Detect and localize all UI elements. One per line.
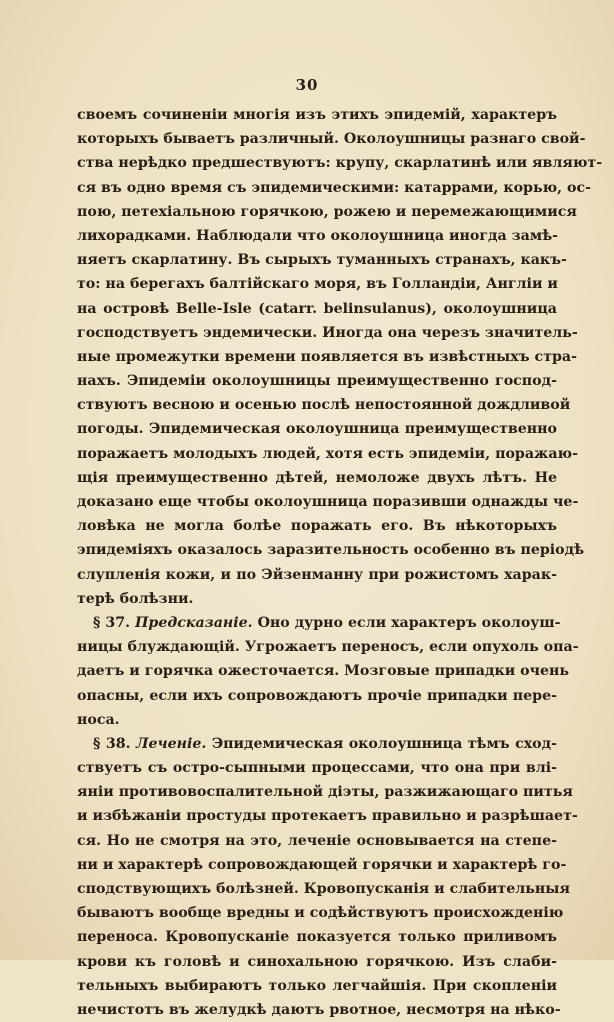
text-line: даетъ и горячка ожесточается. Мозговые припадки очень (77, 663, 570, 680)
section-title: Предсказаніе. (135, 614, 253, 631)
text-line: крови къ головѣ и синохальною горячкою. Изъ слаби- (77, 953, 557, 970)
body-text (77, 103, 603, 1022)
section-title: Леченіе. (135, 735, 207, 752)
text-line: ся въ одно время съ эпидемическими: катаррами, корью, ос- (77, 179, 592, 196)
section-number: § 37. (93, 614, 131, 631)
text-line: и избѣжаніи простуды протекаетъ правильно и разрѣшает- (77, 808, 578, 825)
text-line: нахъ. Эпидеміи околоушницы преимущественно господ- (77, 373, 557, 390)
text-line: сподствующихъ болѣзней. Кровопусканія и слабительныя (77, 881, 570, 897)
text-line: ни и характерѣ сопровождающей горячки и характерѣ го- (77, 856, 567, 873)
text-line: ства нерѣдко предшествуютъ: крупу, скарлатинѣ или являют- (77, 155, 603, 172)
text-line: поражаетъ молодыхъ людей, хотя есть эпидеміи, поражаю- (77, 445, 578, 462)
text-line: щія преимущественно дѣтей, немоложе двухъ лѣтъ. Не (77, 469, 557, 486)
section-lead-text: Оно дурно если характеръ околоуш- (257, 614, 561, 631)
text-line: тельныхъ выбираютъ только легчайшія. При скопленіи (77, 977, 557, 994)
text-line: ствуетъ съ остро-сыпными процессами, что она при влі- (77, 760, 557, 777)
text-line: доказано еще чтобы околоушница поразивши однажды че- (77, 494, 579, 510)
text-line: яніи противовоспалительной діэты, разжижающаго питья (77, 784, 573, 801)
section-heading-line (77, 611, 561, 635)
section-number: § 38. (93, 735, 131, 752)
text-line: то: на берегахъ балтійскаго моря, въ Голландіи, Англіи и (77, 276, 558, 293)
text-line: терѣ болѣзни. (77, 590, 194, 607)
page-number: 30 (295, 76, 319, 94)
text-line: ся. Но не смотря на это, леченіе основывается на степе- (77, 832, 557, 849)
text-line: ловѣка не могла болѣе поражать его. Въ нѣкоторыхъ (77, 518, 557, 535)
text-line: носа. (77, 711, 120, 728)
text-line: своемъ сочиненіи многія изъ этихъ эпидемій, характеръ (77, 107, 557, 123)
text-line: лихорадками. Наблюдали что околоушница иногда замѣ- (77, 227, 559, 244)
text-line: господствуетъ эндемически. Иногда она черезъ значитель- (77, 324, 578, 341)
text-line: бываютъ вообще вредны и содѣйствуютъ происхожденію (77, 905, 564, 922)
text-line: нечистотъ въ желудкѣ даютъ рвотное, несмотря на нѣко- (77, 1001, 561, 1018)
text-line: ницы блуждающій. Угрожаетъ переносъ, если опухоль опа- (77, 639, 579, 656)
text-line: погоды. Эпидемическая околоушница преимущественно (77, 421, 557, 438)
text-line: эпидеміяхъ оказалось заразительность особенно въ періодѣ (77, 542, 585, 559)
section-38-treatment (77, 732, 578, 1022)
text-line: ствуютъ весною и осенью послѣ непостоянной дождливой (77, 397, 571, 414)
text-line: опасны, если ихъ сопровождаютъ прочіе припадки пере- (77, 687, 557, 704)
text-line: на островѣ Belle-Isle (catarr. belinsulanus), околоушница (77, 300, 557, 317)
section-37-prognosis (77, 611, 579, 732)
paragraph-epidemiology (77, 103, 603, 611)
text-line: няетъ скарлатину. Въ сырыхъ туманныхъ странахъ, какъ- (77, 252, 567, 269)
text-line: которыхъ бываетъ различный. Околоушницы разнаго свой- (77, 131, 586, 148)
section-heading-line (77, 732, 557, 756)
text-line: слупленія кожи, и по Эйзенманну при рожистомъ харак- (77, 566, 557, 583)
text-line: переноса. Кровопусканіе показуется только приливомъ (77, 929, 557, 946)
text-line: пою, петехіальною горячкою, рожею и перемежающимися (77, 203, 577, 220)
text-line: ные промежутки времени появляется въ извѣстныхъ стра- (77, 348, 577, 365)
section-lead-text: Эпидемическая околоушница тѣмъ сход- (211, 735, 557, 752)
